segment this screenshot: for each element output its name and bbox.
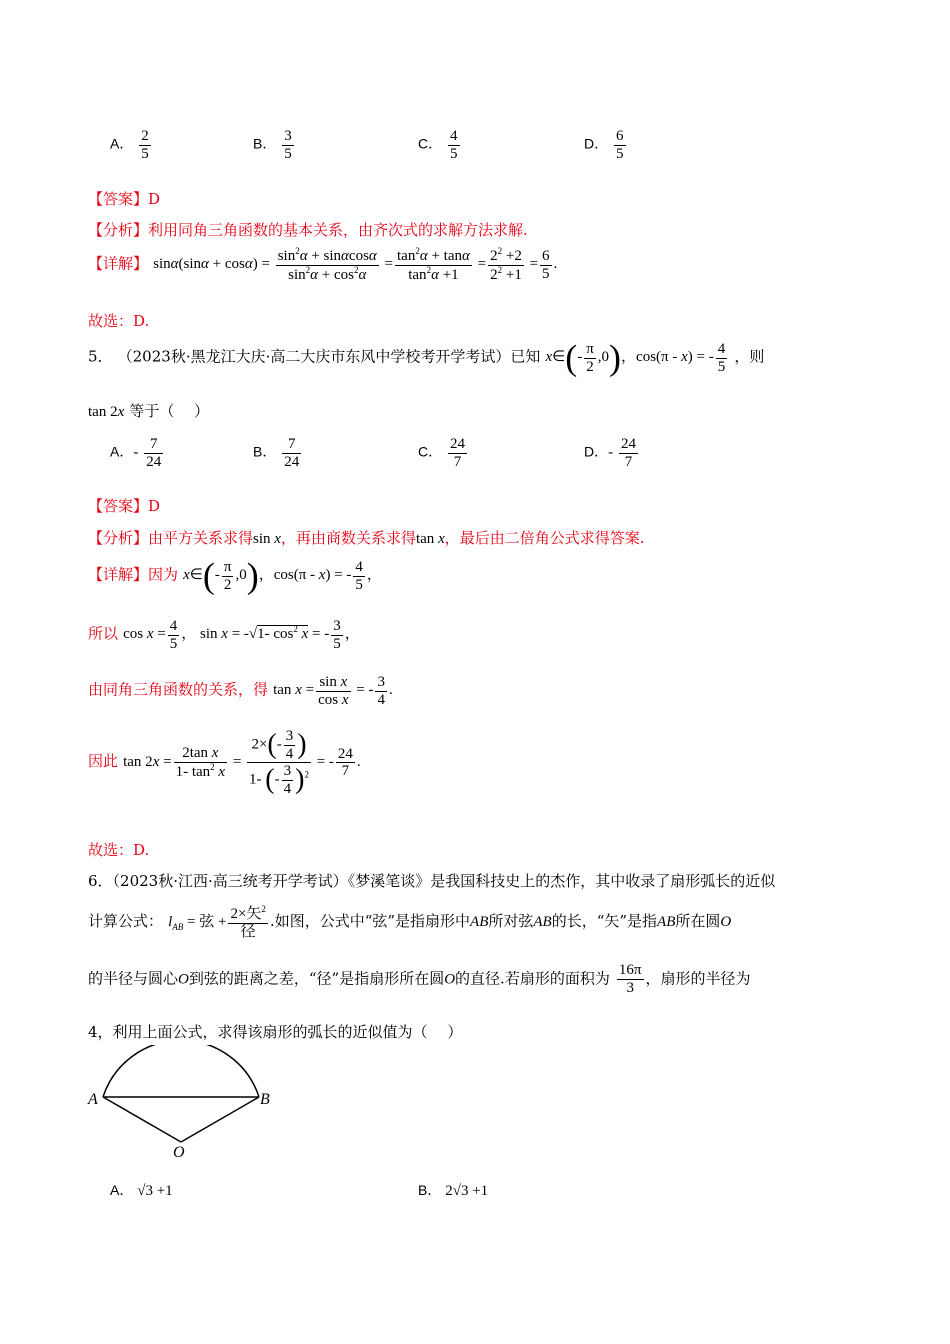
q4-conclusion: 故选：D. — [88, 312, 150, 330]
q5-analysis: 【分析】由平方关系求得sin x，再由商数关系求得tan x，最后由二倍角公式求得答案. — [88, 529, 645, 547]
label-o: O — [173, 1144, 185, 1161]
q5-option-c[interactable]: C． $\frac{24}{7}$ — [418, 436, 466, 470]
sector-arc — [103, 1045, 259, 1097]
q6-line-2: 计算公式： $l_{AB}$ = 弦 + $\frac{2\times 矢^2}{\text{径}}$ .如图，公式中“弦”是指扇形中AB所对弦AB的长，“矢”是指AB所在圆O — [88, 904, 732, 940]
sector-diagram — [85, 1045, 285, 1163]
option-fraction: $\frac{6}{5}$ — [616, 128, 624, 162]
radius-oa — [103, 1097, 181, 1142]
q4-option-b[interactable] — [253, 128, 296, 162]
option-letter: A． — [110, 135, 134, 152]
q4-detail: 【详解】 sinα(sinα + cosα) = $\frac{\sin^2\alpha + \sin\alpha\cos\alpha}{\sin^2\alpha + \cos^2\alpha}$ = $\frac{\tan^2\alpha + \tan\alpha}{\tan^2\alpha +1}$ = $\frac{2^2 +2}{2^2 +1}$ = $\frac{6}{5}$ . — [88, 246, 558, 283]
question-source: （2023秋·黑龙江大庆·高二大庆市东风中学校考开学考试）已知 — [117, 347, 541, 366]
q5-detail-3: 由同角三角函数的关系，得 tan x = $\frac{\text{sin x}}{\text{cos x}}$ = - $\frac{3}{4}$ . — [88, 674, 393, 708]
question-number: 5． — [88, 347, 113, 366]
q5-stem: 5． （2023秋·黑龙江大庆·高二大庆市东风中学校考开学考试）已知 x∈(- $\frac{\pi}{2}$ ,0)，cos(π - x) = - $\frac{4}{5}$ ，则 — [88, 338, 765, 378]
label-b: B — [260, 1091, 270, 1108]
option-fraction: $\frac{2}{5}$ — [141, 128, 149, 162]
option-letter: D． — [584, 135, 609, 152]
q4-option-c[interactable] — [418, 128, 462, 162]
q5-detail-4: 因此 tan 2x = $\frac{\text{2tan x}}{1- \tan^2 x}$ = 2×(- $\frac{3}{4}$ ) 1- (- $\frac{3}{4}$ )$^2$ = - $\frac{24}{7}$ . — [88, 728, 361, 797]
q6-line-3: 的半径与圆心O到弦的距离之差，“径”是指扇形所在圆O的直径.若扇形的面积为 $\frac{16\pi}{3}$ ，扇形的半径为 — [88, 962, 751, 996]
q5-detail-2: 所以 cos x = $\frac{4}{5}$ ， sin x = -√1- $\cos^2 x$ = - $\frac{3}{5}$ ， — [88, 618, 360, 652]
option-letter: B． — [253, 135, 277, 152]
q4-answer: 【答案】D — [88, 190, 161, 208]
q4-analysis: 【分析】利用同角三角函数的基本关系，由齐次式的求解方法求解. — [88, 221, 528, 239]
q5-conclusion: 故选：D. — [88, 841, 150, 859]
q4-detail-formula: sinα(sinα + cosα) = $\frac{\sin^2\alpha + \sin\alpha\cos\alpha}{\sin^2\alpha + \cos^2\alpha}$ = $\frac{\tan^2\alpha + \tan\alpha}{\tan^2\alpha +1}$ = $\frac{2^2 +2}{2^2 +1}$ = $\frac{6}{5}$ . — [153, 246, 558, 283]
q6-line-4: 4，利用上面公式，求得该扇形的弧长的近似值为（ ） — [88, 1023, 463, 1041]
q6-line-1: 6．（2023秋·江西·高三统考开学考试）《梦溪笔谈》是我国科技史上的杰作，其中收录了扇形弧长的近似 — [88, 872, 776, 890]
radius-ob — [181, 1097, 259, 1142]
q4-option-d[interactable] — [584, 128, 628, 162]
option-letter: C． — [418, 135, 443, 152]
q4-option-a[interactable] — [110, 128, 153, 162]
q5-ask: tan 2x 等于（ ） — [88, 402, 210, 420]
q6-option-a[interactable]: A． √3 +1 — [110, 1182, 173, 1199]
q5-option-d[interactable]: D．- $\frac{24}{7}$ — [584, 436, 637, 470]
label-a: A — [88, 1091, 98, 1108]
q5-option-b[interactable]: B． $\frac{7}{24}$ — [253, 436, 300, 470]
option-fraction: $\frac{3}{5}$ — [284, 128, 292, 162]
q6-option-b[interactable]: B． 2√3 +1 — [418, 1182, 489, 1199]
q5-answer: 【答案】D — [88, 497, 161, 515]
q5-option-a[interactable]: A．- $\frac{7}{24}$ — [110, 436, 162, 470]
option-fraction: $\frac{4}{5}$ — [450, 128, 458, 162]
q5-detail-1: 【详解】因为 x∈(- $\frac{\pi}{2}$ ,0)，cos(π - x) = - $\frac{4}{5}$ ， — [88, 556, 382, 596]
